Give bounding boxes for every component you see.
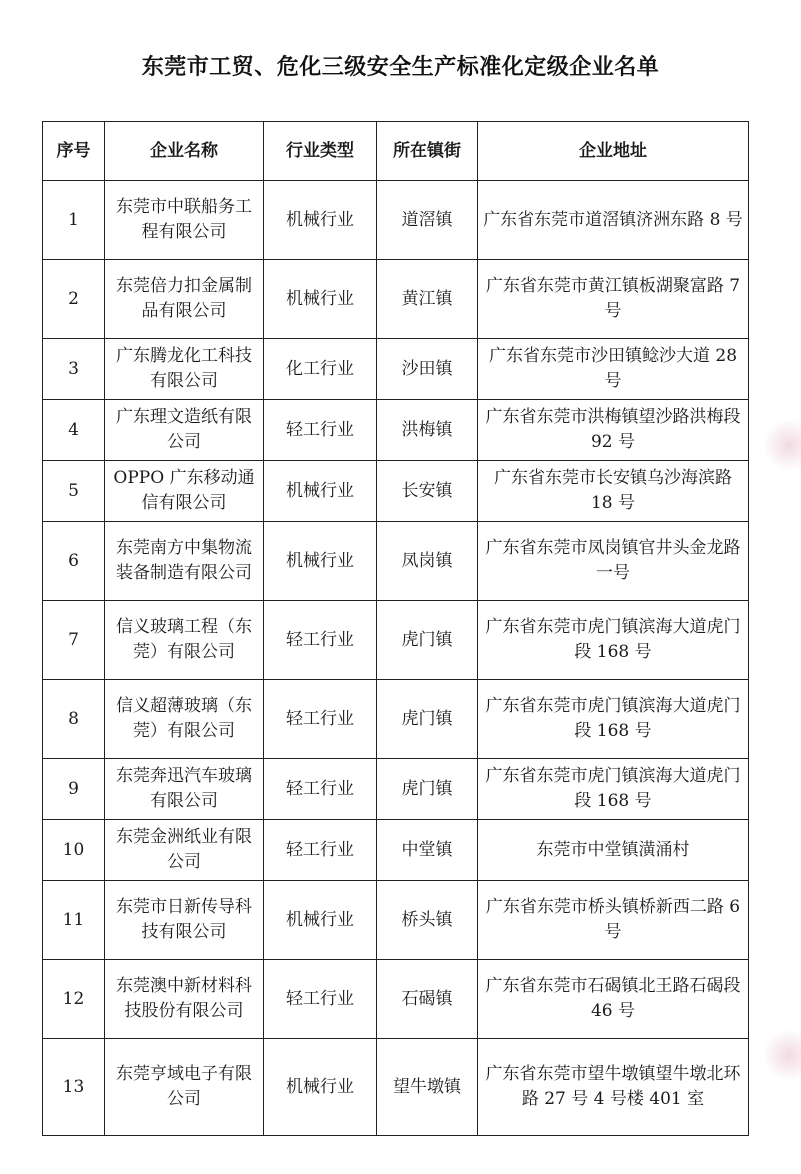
enterprise-address: 广东省东莞市道滘镇济洲东路 8 号 bbox=[478, 181, 749, 260]
row-number: 8 bbox=[43, 680, 105, 759]
row-number: 13 bbox=[43, 1039, 105, 1136]
enterprise-name: 东莞市中联船务工程有限公司 bbox=[105, 181, 264, 260]
enterprise-name: 东莞市日新传导科技有限公司 bbox=[105, 881, 264, 960]
industry-type: 机械行业 bbox=[264, 461, 377, 522]
enterprise-name: 东莞亨域电子有限公司 bbox=[105, 1039, 264, 1136]
enterprise-name: 信义玻璃工程（东莞）有限公司 bbox=[105, 601, 264, 680]
table-header-row bbox=[43, 122, 749, 181]
enterprise-address: 广东省东莞市望牛墩镇望牛墩北环路 27 号 4 号楼 401 室 bbox=[478, 1039, 749, 1136]
row-number: 6 bbox=[43, 522, 105, 601]
industry-type: 轻工行业 bbox=[264, 820, 377, 881]
enterprise-name: 东莞南方中集物流装备制造有限公司 bbox=[105, 522, 264, 601]
table-row bbox=[43, 1039, 749, 1136]
enterprise-name: 广东理文造纸有限公司 bbox=[105, 400, 264, 461]
row-number: 12 bbox=[43, 960, 105, 1039]
town: 道滘镇 bbox=[377, 181, 478, 260]
town: 凤岗镇 bbox=[377, 522, 478, 601]
row-number: 9 bbox=[43, 759, 105, 820]
town: 长安镇 bbox=[377, 461, 478, 522]
row-number: 2 bbox=[43, 260, 105, 339]
industry-type: 化工行业 bbox=[264, 339, 377, 400]
enterprise-address: 广东省东莞市石碣镇北王路石碣段 46 号 bbox=[478, 960, 749, 1039]
industry-type: 机械行业 bbox=[264, 181, 377, 260]
industry-type: 轻工行业 bbox=[264, 960, 377, 1039]
enterprise-name: 广东腾龙化工科技有限公司 bbox=[105, 339, 264, 400]
table-row bbox=[43, 759, 749, 820]
town: 黄江镇 bbox=[377, 260, 478, 339]
enterprise-table bbox=[42, 121, 749, 1136]
table-row bbox=[43, 601, 749, 680]
enterprise-name: 信义超薄玻璃（东莞）有限公司 bbox=[105, 680, 264, 759]
row-number: 1 bbox=[43, 181, 105, 260]
industry-type: 机械行业 bbox=[264, 881, 377, 960]
header-seq: 序号 bbox=[43, 122, 105, 181]
enterprise-name: 东莞澳中新材料科技股份有限公司 bbox=[105, 960, 264, 1039]
industry-type: 机械行业 bbox=[264, 260, 377, 339]
town: 桥头镇 bbox=[377, 881, 478, 960]
enterprise-address: 广东省东莞市黄江镇板湖聚富路 7 号 bbox=[478, 260, 749, 339]
row-number: 7 bbox=[43, 601, 105, 680]
row-number: 11 bbox=[43, 881, 105, 960]
enterprise-address: 广东省东莞市虎门镇滨海大道虎门段 168 号 bbox=[478, 601, 749, 680]
table-row bbox=[43, 400, 749, 461]
town: 虎门镇 bbox=[377, 759, 478, 820]
table-row bbox=[43, 680, 749, 759]
enterprise-address: 广东省东莞市长安镇乌沙海滨路 18 号 bbox=[478, 461, 749, 522]
town: 沙田镇 bbox=[377, 339, 478, 400]
document-title: 东莞市工贸、危化三级安全生产标准化定级企业名单 bbox=[141, 55, 660, 80]
town: 中堂镇 bbox=[377, 820, 478, 881]
industry-type: 轻工行业 bbox=[264, 759, 377, 820]
row-number: 10 bbox=[43, 820, 105, 881]
town: 虎门镇 bbox=[377, 680, 478, 759]
enterprise-address: 广东省东莞市桥头镇桥新西二路 6 号 bbox=[478, 881, 749, 960]
industry-type: 机械行业 bbox=[264, 1039, 377, 1136]
industry-type: 轻工行业 bbox=[264, 400, 377, 461]
paper-smudge bbox=[761, 420, 801, 470]
town: 洪梅镇 bbox=[377, 400, 478, 461]
table-row bbox=[43, 522, 749, 601]
row-number: 4 bbox=[43, 400, 105, 461]
enterprise-address: 广东省东莞市洪梅镇望沙路洪梅段 92 号 bbox=[478, 400, 749, 461]
industry-type: 机械行业 bbox=[264, 522, 377, 601]
enterprise-address: 东莞市中堂镇潢涌村 bbox=[478, 820, 749, 881]
table-row bbox=[43, 260, 749, 339]
header-town: 所在镇街 bbox=[377, 122, 478, 181]
enterprise-address: 广东省东莞市凤岗镇官井头金龙路一号 bbox=[478, 522, 749, 601]
enterprise-name: 东莞倍力扣金属制品有限公司 bbox=[105, 260, 264, 339]
town: 虎门镇 bbox=[377, 601, 478, 680]
header-name: 企业名称 bbox=[105, 122, 264, 181]
table-row bbox=[43, 181, 749, 260]
header-industry: 行业类型 bbox=[264, 122, 377, 181]
table-row bbox=[43, 339, 749, 400]
table-row bbox=[43, 461, 749, 522]
enterprise-name: 东莞金洲纸业有限公司 bbox=[105, 820, 264, 881]
table-row bbox=[43, 881, 749, 960]
row-number: 5 bbox=[43, 461, 105, 522]
header-address: 企业地址 bbox=[478, 122, 749, 181]
table-row bbox=[43, 960, 749, 1039]
enterprise-address: 广东省东莞市虎门镇滨海大道虎门段 168 号 bbox=[478, 759, 749, 820]
enterprise-address: 广东省东莞市虎门镇滨海大道虎门段 168 号 bbox=[478, 680, 749, 759]
industry-type: 轻工行业 bbox=[264, 680, 377, 759]
paper-smudge bbox=[761, 1030, 801, 1080]
enterprise-name: OPPO 广东移动通信有限公司 bbox=[105, 461, 264, 522]
industry-type: 轻工行业 bbox=[264, 601, 377, 680]
enterprise-name: 东莞奔迅汽车玻璃有限公司 bbox=[105, 759, 264, 820]
row-number: 3 bbox=[43, 339, 105, 400]
table-row bbox=[43, 820, 749, 881]
town: 石碣镇 bbox=[377, 960, 478, 1039]
enterprise-address: 广东省东莞市沙田镇鲶沙大道 28 号 bbox=[478, 339, 749, 400]
town: 望牛墩镇 bbox=[377, 1039, 478, 1136]
